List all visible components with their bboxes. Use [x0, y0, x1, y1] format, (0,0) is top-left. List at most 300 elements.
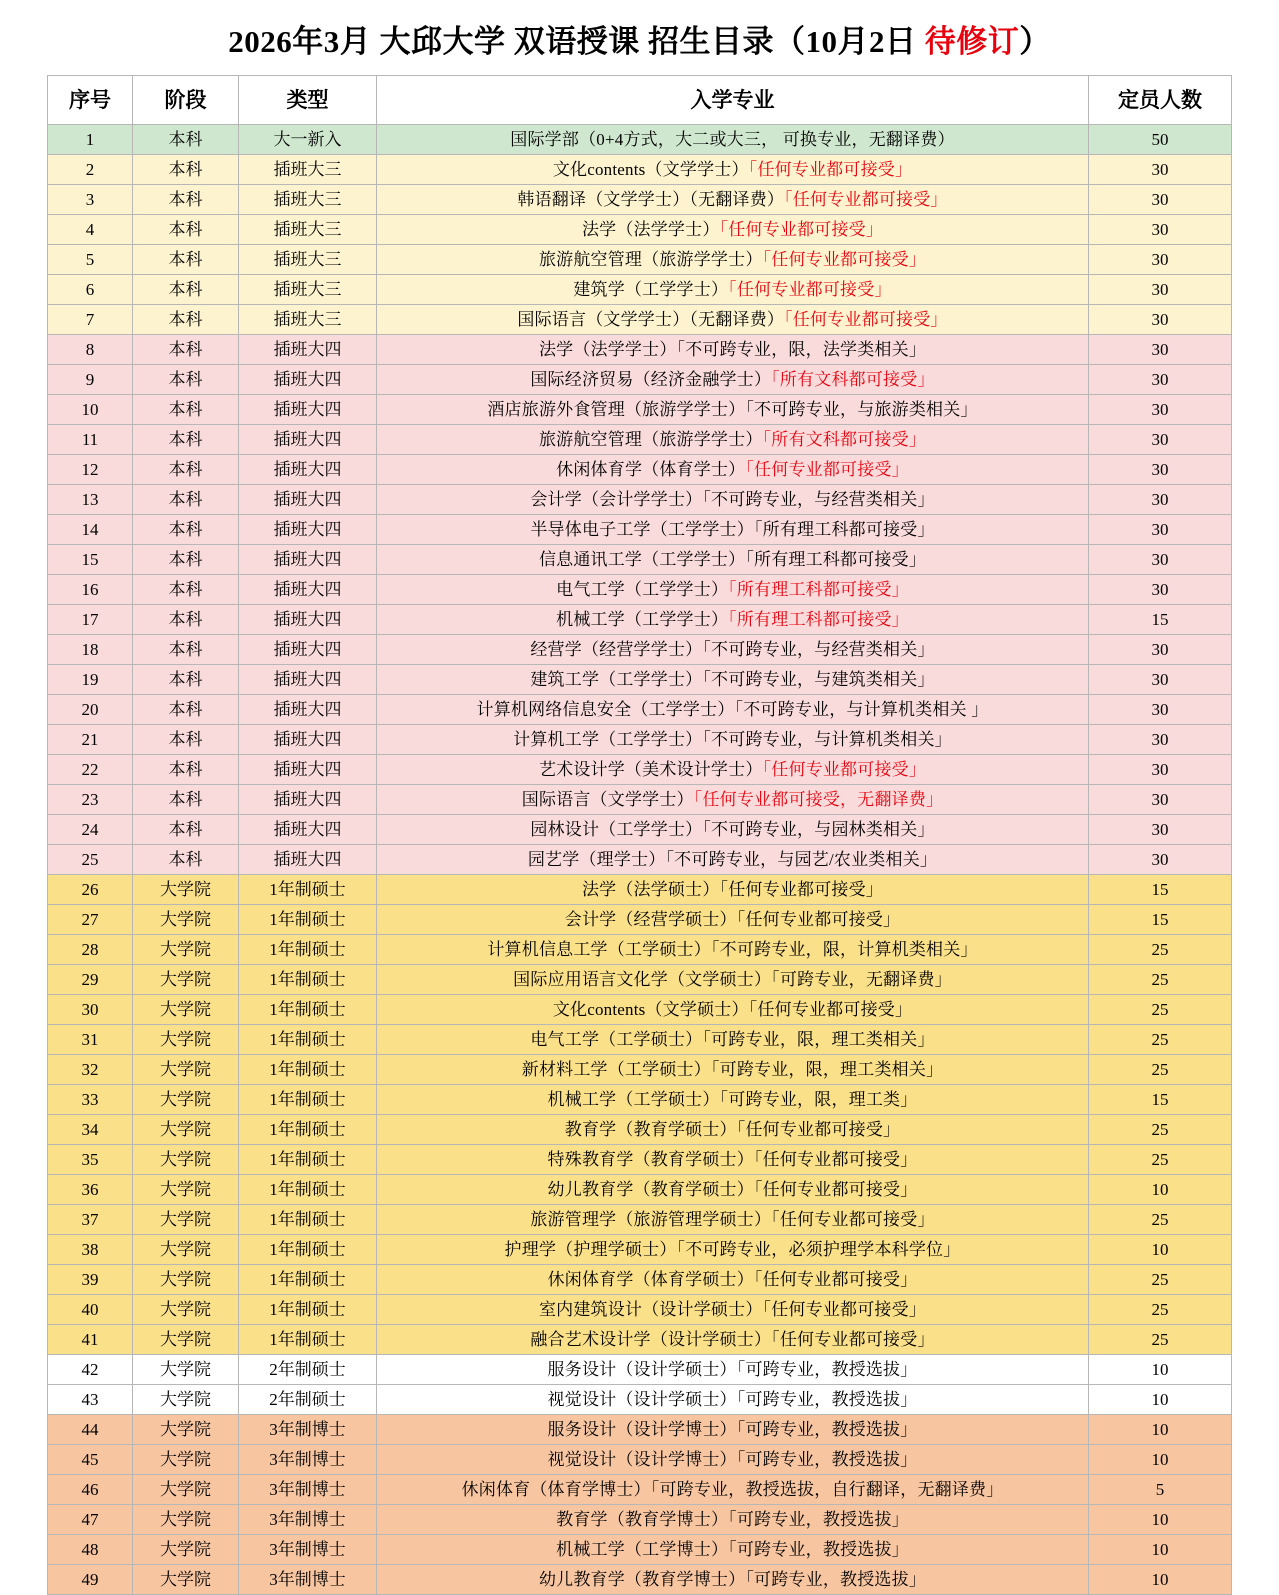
- major-text: 计算机工学（工学学士）「不可跨专业，与计算机类相关」: [513, 730, 952, 749]
- cell-quota: 30: [1089, 815, 1232, 845]
- admission-catalog-table: [47, 75, 1232, 1595]
- major-text: 旅游航空管理（旅游学学士）: [538, 430, 763, 449]
- table-row: [48, 575, 1232, 605]
- major-text: 幼儿教育学（教育学硕士）「任何专业都可接受」: [547, 1180, 918, 1199]
- cell-major: [377, 245, 1089, 275]
- major-text: 酒店旅游外食管理（旅游学学士）「不可跨专业，与旅游类相关」: [487, 400, 978, 419]
- cell-type: 插班大四: [239, 785, 377, 815]
- cell-quota: 30: [1089, 665, 1232, 695]
- cell-no: 27: [48, 905, 133, 935]
- cell-stage: 大学院: [133, 965, 239, 995]
- table-row: [48, 1355, 1232, 1385]
- cell-major: [377, 425, 1089, 455]
- cell-no: 26: [48, 875, 133, 905]
- cell-quota: 10: [1089, 1175, 1232, 1205]
- cell-quota: 30: [1089, 335, 1232, 365]
- major-text: 计算机信息工学（工学硕士）「不可跨专业，限，计算机类相关」: [487, 940, 978, 959]
- cell-type: 插班大四: [239, 725, 377, 755]
- cell-no: 3: [48, 185, 133, 215]
- cell-major: [377, 1415, 1089, 1445]
- cell-major: [377, 995, 1089, 1025]
- cell-no: 41: [48, 1325, 133, 1355]
- cell-stage: 大学院: [133, 1535, 239, 1565]
- cell-no: 20: [48, 695, 133, 725]
- cell-stage: 本科: [133, 725, 239, 755]
- cell-major: [377, 1295, 1089, 1325]
- cell-major: [377, 1475, 1089, 1505]
- table-row: [48, 515, 1232, 545]
- cell-no: 23: [48, 785, 133, 815]
- cell-quota: 10: [1089, 1355, 1232, 1385]
- major-text: 国际语言（文学学士）: [521, 790, 694, 809]
- major-text: 休闲体育（体育学博士）「可跨专业，教授选拔，自行翻译，无翻译费」: [461, 1480, 1004, 1499]
- major-text: 法学（法学学士）: [581, 220, 720, 239]
- cell-stage: 大学院: [133, 1445, 239, 1475]
- major-text: 建筑工学（工学学士）「不可跨专业，与建筑类相关」: [530, 670, 935, 689]
- cell-quota: 25: [1089, 1145, 1232, 1175]
- table-row: [48, 485, 1232, 515]
- major-note-highlight: 「所有理工科都可接受」: [728, 580, 909, 599]
- cell-quota: 30: [1089, 245, 1232, 275]
- major-text: 旅游管理学（旅游管理学硕士）「任何专业都可接受」: [530, 1210, 935, 1229]
- major-text: 休闲体育学（体育学硕士）「任何专业都可接受」: [547, 1270, 918, 1289]
- major-note-highlight: 「任何专业都可接受」: [784, 190, 948, 209]
- table-row: [48, 1565, 1232, 1595]
- major-text: 休闲体育学（体育学士）: [556, 460, 746, 479]
- cell-stage: 本科: [133, 575, 239, 605]
- cell-quota: 30: [1089, 365, 1232, 395]
- table-row: [48, 635, 1232, 665]
- cell-no: 13: [48, 485, 133, 515]
- cell-type: 插班大四: [239, 845, 377, 875]
- cell-stage: 本科: [133, 215, 239, 245]
- cell-stage: 大学院: [133, 1505, 239, 1535]
- table-row: [48, 605, 1232, 635]
- major-text: 国际应用语言文化学（文学硕士）「可跨专业，无翻译费」: [513, 970, 952, 989]
- cell-stage: 本科: [133, 815, 239, 845]
- table-row: [48, 845, 1232, 875]
- cell-no: 22: [48, 755, 133, 785]
- cell-stage: 本科: [133, 395, 239, 425]
- major-text: 机械工学（工学硕士）「可跨专业，限，理工类」: [547, 1090, 918, 1109]
- table-row: [48, 1085, 1232, 1115]
- cell-major: [377, 935, 1089, 965]
- cell-stage: 本科: [133, 695, 239, 725]
- cell-major: [377, 1355, 1089, 1385]
- major-text: 会计学（经营学硕士）「任何专业都可接受」: [564, 910, 901, 929]
- major-text: 国际语言（文学学士）（无翻译费）: [517, 310, 785, 329]
- page-title: [24, 10, 1255, 75]
- cell-stage: 大学院: [133, 1235, 239, 1265]
- column-header-major: 入学专业: [377, 76, 1089, 125]
- table-row: [48, 125, 1232, 155]
- cell-type: 插班大四: [239, 365, 377, 395]
- table-row: [48, 695, 1232, 725]
- cell-quota: 15: [1089, 1085, 1232, 1115]
- cell-stage: 本科: [133, 785, 239, 815]
- cell-stage: 大学院: [133, 995, 239, 1025]
- cell-quota: 30: [1089, 515, 1232, 545]
- cell-type: 1年制硕士: [239, 875, 377, 905]
- cell-major: [377, 215, 1089, 245]
- table-row: [48, 665, 1232, 695]
- cell-stage: 本科: [133, 425, 239, 455]
- table-row: [48, 1325, 1232, 1355]
- cell-no: 21: [48, 725, 133, 755]
- cell-stage: 本科: [133, 755, 239, 785]
- table-row: [48, 815, 1232, 845]
- cell-no: 10: [48, 395, 133, 425]
- major-note-highlight: 「任何专业都可接受」: [728, 280, 892, 299]
- cell-no: 32: [48, 1055, 133, 1085]
- cell-quota: 30: [1089, 305, 1232, 335]
- cell-stage: 本科: [133, 245, 239, 275]
- table-row: [48, 1385, 1232, 1415]
- table-row: [48, 725, 1232, 755]
- major-text: 室内建筑设计（设计学硕士）「任何专业都可接受」: [538, 1300, 927, 1319]
- cell-no: 47: [48, 1505, 133, 1535]
- cell-stage: 大学院: [133, 1175, 239, 1205]
- cell-type: 1年制硕士: [239, 1055, 377, 1085]
- cell-type: 插班大四: [239, 605, 377, 635]
- cell-quota: 25: [1089, 1055, 1232, 1085]
- cell-quota: 30: [1089, 425, 1232, 455]
- cell-type: 插班大四: [239, 485, 377, 515]
- cell-stage: 本科: [133, 125, 239, 155]
- column-header-stage: 阶段: [133, 76, 239, 125]
- cell-type: 插班大四: [239, 635, 377, 665]
- cell-type: 1年制硕士: [239, 1235, 377, 1265]
- cell-no: 43: [48, 1385, 133, 1415]
- cell-quota: 30: [1089, 845, 1232, 875]
- cell-stage: 本科: [133, 455, 239, 485]
- major-text: 文化contents（文学学士）: [552, 160, 749, 179]
- cell-quota: 10: [1089, 1235, 1232, 1265]
- cell-stage: 大学院: [133, 1085, 239, 1115]
- cell-type: 1年制硕士: [239, 965, 377, 995]
- cell-type: 插班大四: [239, 755, 377, 785]
- table-row: [48, 1115, 1232, 1145]
- table-row: [48, 275, 1232, 305]
- cell-type: 插班大四: [239, 695, 377, 725]
- cell-quota: 5: [1089, 1475, 1232, 1505]
- table-row: [48, 1145, 1232, 1175]
- column-header-no: 序号: [48, 76, 133, 125]
- cell-quota: 30: [1089, 395, 1232, 425]
- major-text: 韩语翻译（文学学士）（无翻译费）: [517, 190, 785, 209]
- cell-type: 插班大四: [239, 455, 377, 485]
- cell-quota: 30: [1089, 545, 1232, 575]
- cell-no: 19: [48, 665, 133, 695]
- cell-quota: 25: [1089, 965, 1232, 995]
- cell-stage: 本科: [133, 185, 239, 215]
- cell-type: 2年制硕士: [239, 1355, 377, 1385]
- cell-major: [377, 1535, 1089, 1565]
- cell-no: 24: [48, 815, 133, 845]
- cell-stage: 本科: [133, 845, 239, 875]
- table-row: [48, 245, 1232, 275]
- cell-type: 3年制博士: [239, 1475, 377, 1505]
- cell-stage: 本科: [133, 275, 239, 305]
- cell-quota: 10: [1089, 1535, 1232, 1565]
- cell-type: 2年制硕士: [239, 1385, 377, 1415]
- cell-quota: 25: [1089, 935, 1232, 965]
- table-row: [48, 335, 1232, 365]
- cell-stage: 本科: [133, 335, 239, 365]
- major-text: 新材料工学（工学硕士）「可跨专业，限，理工类相关」: [521, 1060, 944, 1079]
- cell-major: [377, 1205, 1089, 1235]
- cell-type: 大一新入: [239, 125, 377, 155]
- cell-major: [377, 395, 1089, 425]
- major-text: 电气工学（工学学士）: [556, 580, 729, 599]
- cell-no: 39: [48, 1265, 133, 1295]
- major-note-highlight: 「任何专业都可接受，无翻译费」: [693, 790, 944, 809]
- cell-major: [377, 755, 1089, 785]
- table-row: [48, 1175, 1232, 1205]
- table-row: [48, 395, 1232, 425]
- cell-no: 44: [48, 1415, 133, 1445]
- major-note-highlight: 「任何专业都可接受」: [719, 220, 884, 239]
- major-text: 法学（法学硕士）「任何专业都可接受」: [581, 880, 884, 899]
- cell-type: 插班大四: [239, 575, 377, 605]
- major-text: 法学（法学学士）「不可跨专业，限，法学类相关」: [538, 340, 927, 359]
- cell-no: 48: [48, 1535, 133, 1565]
- major-note-highlight: 「任何专业都可接受」: [762, 760, 927, 779]
- cell-type: 1年制硕士: [239, 1205, 377, 1235]
- cell-type: 1年制硕士: [239, 1295, 377, 1325]
- cell-stage: 大学院: [133, 1265, 239, 1295]
- major-note-highlight: 「任何专业都可接受」: [745, 460, 909, 479]
- cell-major: [377, 1175, 1089, 1205]
- cell-no: 11: [48, 425, 133, 455]
- major-text: 教育学（教育学博士）「可跨专业，教授选拔」: [556, 1510, 909, 1529]
- cell-stage: 大学院: [133, 1145, 239, 1175]
- table-body: [48, 125, 1232, 1595]
- major-text: 视觉设计（设计学硕士）「可跨专业，教授选拔」: [547, 1390, 918, 1409]
- cell-major: [377, 905, 1089, 935]
- cell-no: 37: [48, 1205, 133, 1235]
- cell-stage: 大学院: [133, 875, 239, 905]
- cell-major: [377, 1325, 1089, 1355]
- cell-stage: 本科: [133, 485, 239, 515]
- cell-type: 插班大四: [239, 395, 377, 425]
- cell-quota: 25: [1089, 1205, 1232, 1235]
- cell-no: 29: [48, 965, 133, 995]
- table-row: [48, 785, 1232, 815]
- cell-major: [377, 1385, 1089, 1415]
- table-row: [48, 1055, 1232, 1085]
- table-row: [48, 185, 1232, 215]
- cell-type: 插班大四: [239, 545, 377, 575]
- cell-stage: 大学院: [133, 1565, 239, 1595]
- cell-major: [377, 1055, 1089, 1085]
- major-note-highlight: 「所有文科都可接受」: [771, 370, 935, 389]
- cell-no: 1: [48, 125, 133, 155]
- cell-no: 42: [48, 1355, 133, 1385]
- major-note-highlight: 「任何专业都可接受」: [762, 250, 927, 269]
- cell-type: 1年制硕士: [239, 1145, 377, 1175]
- cell-quota: 25: [1089, 1295, 1232, 1325]
- cell-major: [377, 665, 1089, 695]
- cell-quota: 15: [1089, 605, 1232, 635]
- cell-stage: 大学院: [133, 1115, 239, 1145]
- cell-quota: 10: [1089, 1505, 1232, 1535]
- cell-type: 插班大四: [239, 665, 377, 695]
- cell-major: [377, 275, 1089, 305]
- cell-quota: 10: [1089, 1445, 1232, 1475]
- cell-type: 3年制博士: [239, 1415, 377, 1445]
- cell-quota: 15: [1089, 905, 1232, 935]
- table-row: [48, 995, 1232, 1025]
- major-text: 园林设计（工学学士）「不可跨专业，与园林类相关」: [530, 820, 935, 839]
- cell-type: 插班大三: [239, 245, 377, 275]
- cell-major: [377, 455, 1089, 485]
- major-text: 会计学（会计学学士）「不可跨专业，与经营类相关」: [530, 490, 935, 509]
- major-text: 幼儿教育学（教育学博士）「可跨专业，教授选拔」: [538, 1570, 927, 1589]
- cell-no: 12: [48, 455, 133, 485]
- major-text: 视觉设计（设计学博士）「可跨专业，教授选拔」: [547, 1450, 918, 1469]
- cell-no: 33: [48, 1085, 133, 1115]
- cell-no: 25: [48, 845, 133, 875]
- cell-major: [377, 725, 1089, 755]
- cell-quota: 10: [1089, 1565, 1232, 1595]
- cell-quota: 25: [1089, 1325, 1232, 1355]
- table-row: [48, 1025, 1232, 1055]
- cell-no: 17: [48, 605, 133, 635]
- cell-type: 1年制硕士: [239, 995, 377, 1025]
- cell-major: [377, 305, 1089, 335]
- cell-quota: 10: [1089, 1415, 1232, 1445]
- cell-no: 15: [48, 545, 133, 575]
- cell-stage: 本科: [133, 305, 239, 335]
- cell-quota: 30: [1089, 455, 1232, 485]
- cell-quota: 30: [1089, 785, 1232, 815]
- cell-no: 34: [48, 1115, 133, 1145]
- table-row: [48, 1205, 1232, 1235]
- cell-major: [377, 1235, 1089, 1265]
- cell-type: 插班大四: [239, 335, 377, 365]
- cell-quota: 25: [1089, 1025, 1232, 1055]
- table-row: [48, 755, 1232, 785]
- cell-type: 插班大四: [239, 425, 377, 455]
- major-text: 经营学（经营学学士）「不可跨专业，与经营类相关」: [530, 640, 935, 659]
- major-text: 半导体电子工学（工学学士）「所有理工科都可接受」: [530, 520, 935, 539]
- cell-major: [377, 815, 1089, 845]
- cell-major: [377, 1445, 1089, 1475]
- cell-stage: 大学院: [133, 1415, 239, 1445]
- cell-quota: 25: [1089, 1115, 1232, 1145]
- cell-quota: 30: [1089, 695, 1232, 725]
- cell-quota: 30: [1089, 725, 1232, 755]
- page-title-main: 2026年3月 大邱大学 双语授课 招生目录（10月2日: [228, 24, 925, 59]
- table-row: [48, 935, 1232, 965]
- major-text: 信息通讯工学（工学学士）「所有理工科都可接受」: [538, 550, 927, 569]
- cell-type: 1年制硕士: [239, 1325, 377, 1355]
- cell-no: 18: [48, 635, 133, 665]
- cell-stage: 大学院: [133, 1325, 239, 1355]
- table-row: [48, 305, 1232, 335]
- major-text: 国际学部（0+4方式，大二或大三， 可换专业，无翻译费）: [510, 130, 955, 149]
- table-row: [48, 1445, 1232, 1475]
- table-row: [48, 905, 1232, 935]
- cell-quota: 30: [1089, 575, 1232, 605]
- cell-major: [377, 1565, 1089, 1595]
- cell-no: 2: [48, 155, 133, 185]
- cell-no: 8: [48, 335, 133, 365]
- cell-stage: 本科: [133, 665, 239, 695]
- cell-quota: 10: [1089, 1385, 1232, 1415]
- cell-type: 插班大四: [239, 515, 377, 545]
- cell-major: [377, 1145, 1089, 1175]
- cell-type: 1年制硕士: [239, 1265, 377, 1295]
- cell-stage: 大学院: [133, 1055, 239, 1085]
- cell-major: [377, 875, 1089, 905]
- cell-quota: 50: [1089, 125, 1232, 155]
- table-header-row: [48, 76, 1232, 125]
- cell-type: 1年制硕士: [239, 1115, 377, 1145]
- page-title-tail: ）: [1019, 24, 1051, 59]
- major-note-highlight: 「所有文科都可接受」: [762, 430, 927, 449]
- cell-major: [377, 635, 1089, 665]
- major-text: 旅游航空管理（旅游学学士）: [538, 250, 763, 269]
- cell-quota: 25: [1089, 1265, 1232, 1295]
- table-row: [48, 155, 1232, 185]
- table-row: [48, 965, 1232, 995]
- cell-no: 4: [48, 215, 133, 245]
- cell-stage: 大学院: [133, 1475, 239, 1505]
- table-row: [48, 1415, 1232, 1445]
- cell-major: [377, 1025, 1089, 1055]
- cell-stage: 大学院: [133, 1385, 239, 1415]
- cell-major: [377, 335, 1089, 365]
- cell-type: 3年制博士: [239, 1445, 377, 1475]
- cell-major: [377, 125, 1089, 155]
- cell-major: [377, 605, 1089, 635]
- major-text: 国际经济贸易（经济金融学士）: [530, 370, 772, 389]
- major-text: 服务设计（设计学博士）「可跨专业，教授选拔」: [547, 1420, 918, 1439]
- major-text: 服务设计（设计学硕士）「可跨专业，教授选拔」: [547, 1360, 918, 1379]
- cell-major: [377, 1505, 1089, 1535]
- cell-quota: 25: [1089, 995, 1232, 1025]
- cell-major: [377, 1115, 1089, 1145]
- cell-stage: 大学院: [133, 1025, 239, 1055]
- cell-no: 38: [48, 1235, 133, 1265]
- cell-type: 1年制硕士: [239, 1085, 377, 1115]
- cell-no: 30: [48, 995, 133, 1025]
- cell-quota: 30: [1089, 485, 1232, 515]
- cell-major: [377, 185, 1089, 215]
- cell-no: 35: [48, 1145, 133, 1175]
- major-text: 教育学（教育学硕士）「任何专业都可接受」: [564, 1120, 901, 1139]
- cell-type: 1年制硕士: [239, 1025, 377, 1055]
- major-note-highlight: 「所有理工科都可接受」: [728, 610, 909, 629]
- cell-no: 36: [48, 1175, 133, 1205]
- major-text: 建筑学（工学学士）: [573, 280, 729, 299]
- cell-no: 40: [48, 1295, 133, 1325]
- cell-stage: 大学院: [133, 1205, 239, 1235]
- cell-type: 1年制硕士: [239, 905, 377, 935]
- cell-no: 31: [48, 1025, 133, 1055]
- cell-stage: 大学院: [133, 1295, 239, 1325]
- cell-no: 49: [48, 1565, 133, 1595]
- cell-type: 插班大四: [239, 815, 377, 845]
- cell-major: [377, 965, 1089, 995]
- major-note-highlight: 「任何专业都可接受」: [784, 310, 948, 329]
- cell-no: 5: [48, 245, 133, 275]
- cell-type: 3年制博士: [239, 1505, 377, 1535]
- cell-type: 1年制硕士: [239, 1175, 377, 1205]
- cell-major: [377, 155, 1089, 185]
